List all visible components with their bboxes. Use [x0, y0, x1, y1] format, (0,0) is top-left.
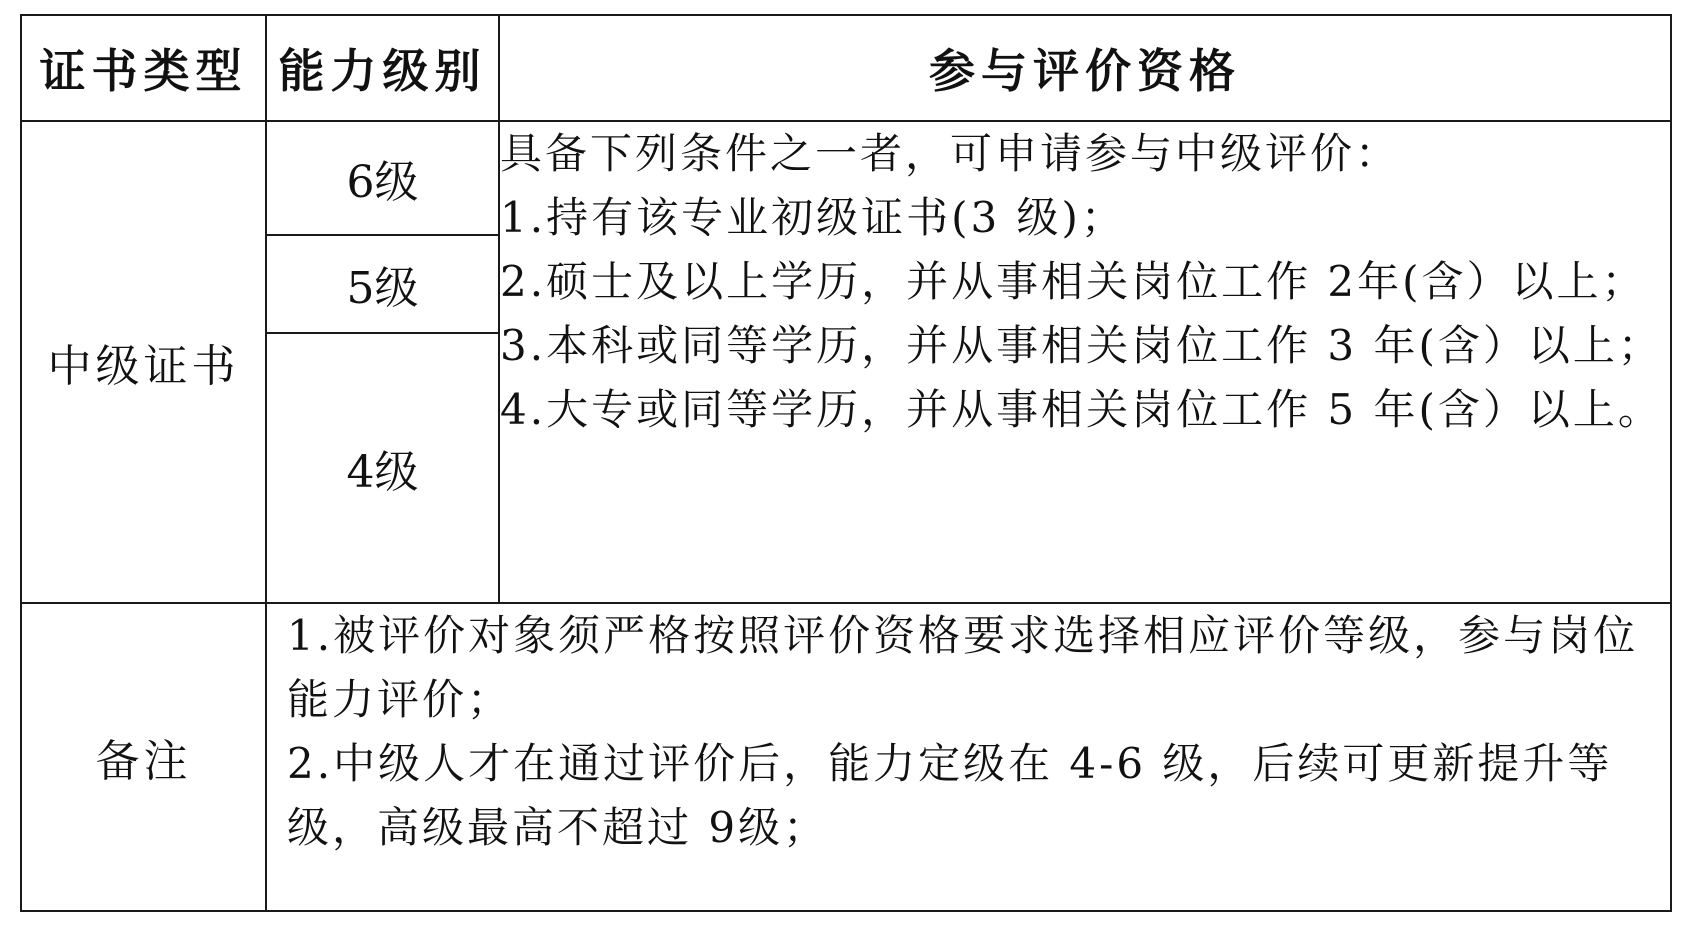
eligibility-item-2: 2.硕士及以上学历，并从事相关岗位工作 2年(含）以上； — [500, 257, 1647, 306]
header-level: 能力级别 — [266, 15, 499, 121]
eligibility-item-4: 4.大专或同等学历，并从事相关岗位工作 5 年(含）以上。 — [500, 385, 1663, 434]
level-5-cell: 5级 — [266, 235, 499, 333]
certificate-table — [20, 14, 1672, 912]
header-eligibility: 参与评价资格 — [499, 15, 1671, 121]
eligibility-item-1: 1.持有该专业初级证书(3 级)； — [500, 193, 1126, 242]
header-cert-type: 证书类型 — [21, 15, 266, 121]
notes-label-cell: 备注 — [21, 603, 266, 911]
note-item-1: 1.被评价对象须严格按照评价资格要求选择相应评价等级，参与岗位能力评价； — [287, 611, 1639, 724]
eligibility-intro: 具备下列条件之一者，可申请参与中级评价： — [500, 129, 1401, 178]
notes-row — [21, 603, 1671, 911]
eligibility-item-3: 3.本科或同等学历，并从事相关岗位工作 3 年(含）以上； — [500, 321, 1663, 370]
notes-cell — [266, 603, 1671, 911]
level-6-cell: 6级 — [266, 121, 499, 235]
note-item-2: 2.中级人才在通过评价后，能力定级在 4-6 级，后续可更新提升等级，高级最高不超过 9级； — [287, 739, 1613, 852]
cert-type-cell: 中级证书 — [21, 121, 266, 603]
level-4-cell: 4级 — [266, 333, 499, 603]
header-row — [21, 15, 1671, 121]
eligibility-cell — [499, 121, 1671, 603]
level-row-6 — [21, 121, 1671, 235]
